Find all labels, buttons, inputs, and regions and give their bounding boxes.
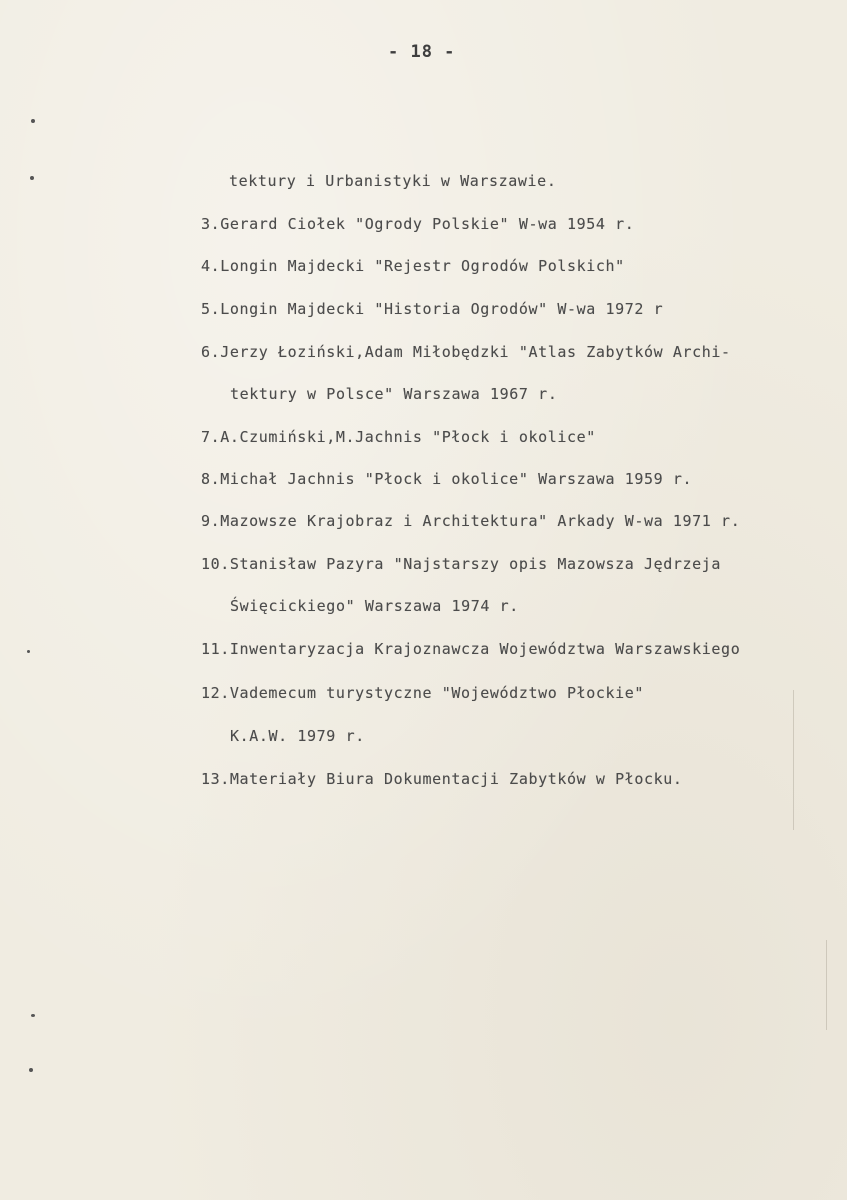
punch-mark: [31, 119, 35, 123]
bibliography-entry: 11.Inwentaryzacja Krajoznawcza Województwa Warszawskiego: [201, 640, 741, 658]
bibliography-line: tektury w Polsce" Warszawa 1967 r.: [230, 385, 558, 403]
paper-crease: [826, 940, 827, 1030]
bibliography-entry: 6.Jerzy Łoziński,Adam Miłobędzki "Atlas Zabytków Archi-: [201, 343, 731, 361]
punch-mark: [27, 650, 30, 653]
bibliography-entry: 12.Vademecum turystyczne "Województwo Płockie": [201, 684, 645, 702]
page-number: - 18 -: [388, 42, 456, 62]
bibliography-entry: 3.Gerard Ciołek "Ogrody Polskie" W-wa 1954 r.: [201, 215, 635, 233]
punch-mark: [31, 1014, 35, 1017]
bibliography-entry: 5.Longin Majdecki "Historia Ogrodów" W-wa 1972 r: [201, 300, 664, 318]
paper-crease: [793, 690, 794, 830]
punch-mark: [29, 1068, 33, 1072]
bibliography-entry: 8.Michał Jachnis "Płock i okolice" Warszawa 1959 r.: [201, 470, 693, 488]
bibliography-entry: 10.Stanisław Pazyra "Najstarszy opis Mazowsza Jędrzeja: [201, 555, 722, 573]
bibliography-entry: 13.Materiały Biura Dokumentacji Zabytków w Płocku.: [201, 770, 683, 788]
bibliography-entry: 9.Mazowsze Krajobraz i Architektura" Arkady W-wa 1971 r.: [201, 512, 741, 530]
bibliography-entry: 4.Longin Majdecki "Rejestr Ogrodów Polskich": [201, 257, 625, 275]
bibliography-line: K.A.W. 1979 r.: [230, 727, 365, 745]
punch-mark: [30, 176, 34, 180]
bibliography-entry: 7.A.Czumiński,M.Jachnis "Płock i okolice": [201, 428, 596, 446]
bibliography-line: Święcickiego" Warszawa 1974 r.: [230, 597, 519, 615]
bibliography-line: tektury i Urbanistyki w Warszawie.: [229, 172, 557, 190]
